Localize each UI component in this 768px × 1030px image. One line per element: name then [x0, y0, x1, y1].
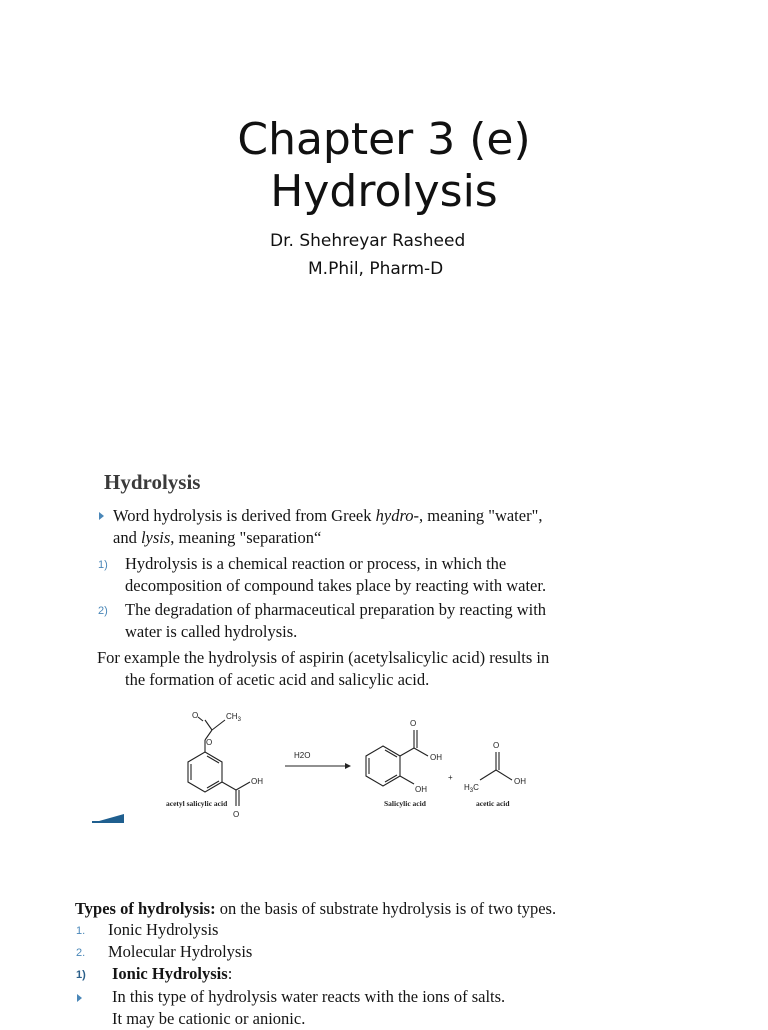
atom-label: O	[206, 738, 213, 747]
aspirin-structure	[188, 717, 250, 806]
example-line1: For example the hydrolysis of aspirin (acetylsalicylic acid) results in	[97, 648, 550, 667]
reaction-arrow-head	[345, 763, 351, 769]
definition-1-line2: decomposition of compound takes place by reacting with water.	[125, 576, 547, 595]
reagent-label: H2O	[294, 751, 311, 760]
slide-title-line1: Chapter 3 (e)	[237, 114, 531, 165]
type-item-molecular: Molecular Hydrolysis	[108, 942, 253, 961]
aspirin-hydrolysis-reaction-diagram	[150, 700, 550, 830]
molecule-label-salicylic: Salicylic acid	[384, 799, 426, 808]
list-number: 1.	[76, 925, 86, 937]
atom-label: O	[493, 741, 500, 750]
list-number: 1)	[76, 969, 86, 981]
section-heading: Hydrolysis	[104, 470, 201, 494]
plus-sign: +	[448, 773, 453, 782]
atom-label: $CH_3$	[226, 712, 241, 723]
list-number: 1)	[98, 559, 108, 571]
atom-label: OH	[251, 777, 263, 786]
ionic-hydrolysis-heading: Ionic Hydrolysis:	[112, 964, 233, 983]
atom-label: O	[192, 711, 199, 720]
atom-label: $H_3C$	[464, 783, 479, 794]
bullet-etymology-line2: and lysis, meaning "separation“	[113, 528, 322, 547]
example-line2: the formation of acetic acid and salicylic acid.	[125, 670, 430, 689]
molecule-label-aspirin: acetyl salicylic acid	[166, 799, 228, 808]
salicylic-acid-structure	[366, 730, 428, 786]
list-number: 2)	[98, 605, 108, 617]
type-item-ionic: Ionic Hydrolysis	[108, 920, 219, 939]
slide-corner-line	[92, 821, 124, 823]
arrow-bullet-icon	[99, 512, 104, 520]
bullet-etymology-line1: Word hydrolysis is derived from Greek hydro-, meaning "water",	[113, 506, 543, 525]
definition-1-line1: Hydrolysis is a chemical reaction or process, in which the	[125, 554, 507, 573]
atom-label: OH	[430, 753, 442, 762]
atom-label: OH	[415, 785, 427, 794]
definition-2-line2: water is called hydrolysis.	[125, 622, 298, 641]
slide-title-line2: Hydrolysis	[270, 166, 498, 217]
atom-label: OH	[514, 777, 526, 786]
definition-2-line1: The degradation of pharmaceutical preparation by reacting with	[125, 600, 547, 619]
molecule-label-acetic: acetic acid	[476, 799, 510, 808]
title-slide	[0, 0, 768, 420]
arrow-bullet-icon	[77, 994, 82, 1002]
ionic-description-line1: In this type of hydrolysis water reacts with the ions of salts.	[112, 987, 506, 1006]
author-credentials: M.Phil, Pharm-D	[308, 259, 444, 279]
acetic-acid-structure	[480, 752, 512, 780]
types-intro: Types of hydrolysis: on the basis of substrate hydrolysis is of two types.	[75, 899, 557, 918]
ionic-description-line2: It may be cationic or anionic.	[112, 1009, 306, 1028]
list-number: 2.	[76, 947, 86, 959]
atom-label: O	[410, 719, 417, 728]
atom-label: O	[233, 810, 240, 819]
author-name: Dr. Shehreyar Rasheed	[270, 231, 466, 251]
